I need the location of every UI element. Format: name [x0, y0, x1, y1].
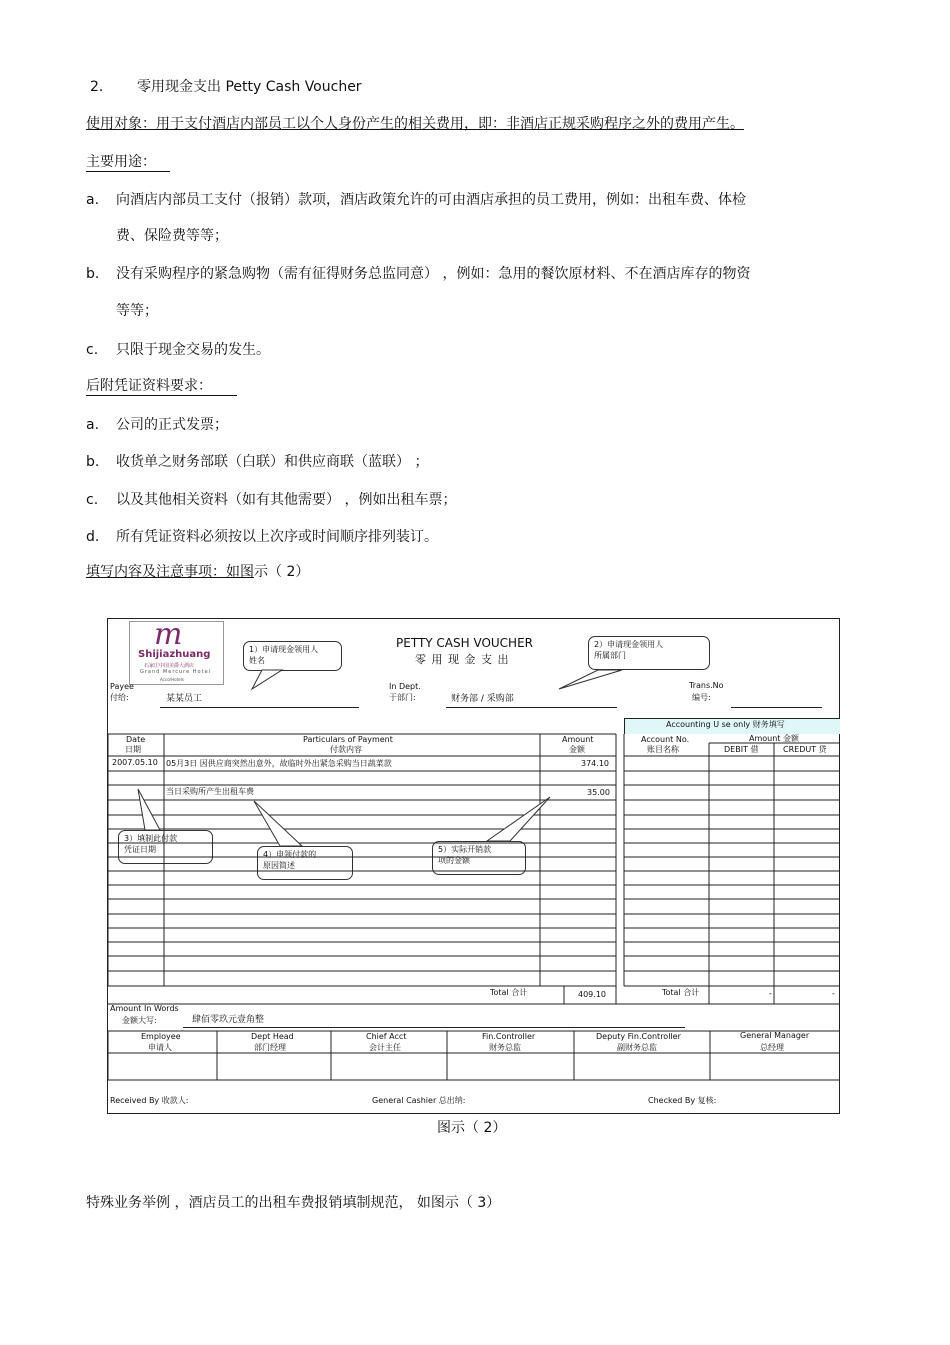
- logo-sub-cn: 石家庄中国美爵大酒店: [144, 663, 195, 669]
- callout-2-line1: 2）申请现金领用人: [594, 640, 664, 649]
- sign-employee-en: Employee: [141, 1032, 181, 1041]
- logo-m-icon: m: [154, 617, 183, 652]
- row1-particulars[interactable]: 05月3日 因供应商突然出意外，故临时外出紧急采购当日蔬菜款: [166, 759, 392, 768]
- col-particulars-en: Particulars of Payment: [303, 735, 393, 744]
- col-credit: CREDUT 贷: [783, 745, 827, 754]
- received-by: Received By 收款人:: [110, 1096, 189, 1105]
- main-use-item-a-cont: 费、保险费等等；: [116, 228, 228, 244]
- main-use-item-b-cont: 等等；: [116, 303, 158, 319]
- callout-4-tail: [254, 801, 302, 846]
- special-case-line: 特殊业务举例 ，酒店员工的出租车费报销填制规范， 如图示（ 3）: [86, 1195, 501, 1211]
- callout-1-line1: 1）申请现金领用人: [249, 645, 319, 654]
- words-label-cn: 金额大写:: [122, 1016, 157, 1025]
- sign-fincontroller-en: Fin.Controller: [482, 1032, 536, 1041]
- general-cashier: General Cashier 总出纳:: [372, 1096, 466, 1105]
- sign-depthead-cn: 部门经理: [254, 1043, 286, 1052]
- main-use-title: 主要用途：: [86, 154, 156, 170]
- sign-depthead-en: Dept Head: [251, 1032, 294, 1041]
- dept-label-en: In Dept.: [389, 682, 421, 691]
- att-label-b: b.: [86, 454, 100, 470]
- callout-1-line2: 姓名: [249, 656, 265, 665]
- col-account-en: Account No.: [641, 735, 690, 744]
- payee-label-en: Payee: [110, 682, 134, 691]
- callout-3-line1: 3）填制此付款: [124, 834, 178, 843]
- sign-fincontroller-cn: 财务总监: [489, 1043, 521, 1052]
- trans-label-en: Trans.No: [689, 681, 724, 690]
- col-amount-cn: 金额: [569, 745, 585, 754]
- logo-text: Shijiazhuang: [138, 649, 211, 660]
- callout-3-line2: 凭证日期: [124, 845, 156, 854]
- sign-chiefacct-en: Chief Acct: [366, 1032, 407, 1041]
- att-label-c: c.: [86, 492, 99, 508]
- main-use-item-a: 向酒店内部员工支付（报销）款项，酒店政策允许的可由酒店承担的员工费用，例如：出租车费、体检: [116, 192, 746, 208]
- usage-paragraph: 使用对象：用于支付酒店内部员工以个人身份产生的相关费用，即：非酒店正规采购程序之外的费用产生。: [86, 116, 744, 132]
- accounting-only-label: Accounting U se only 财务填写: [666, 720, 785, 729]
- row2-particulars[interactable]: 当日采购所产生出租车费: [166, 787, 254, 796]
- callout-4-line1: 4）申领付款的: [263, 850, 317, 859]
- trans-label-cn: 编号:: [692, 693, 711, 702]
- credit-total: -: [832, 989, 835, 998]
- row1-date[interactable]: 2007.05.10: [112, 758, 158, 767]
- col-debit: DEBIT 借: [724, 745, 759, 754]
- figure-caption: 图示（ 2）: [437, 1120, 507, 1136]
- col-date-cn: 日期: [125, 745, 141, 754]
- debit-total: -: [769, 989, 772, 998]
- list-label-a: a.: [86, 192, 100, 208]
- sign-deputy-en: Deputy Fin.Controller: [596, 1032, 681, 1041]
- attach-item-b: 收货单之财务部联（白联）和供应商联（蓝联） ；: [116, 454, 429, 470]
- att-label-d: d.: [86, 529, 100, 545]
- attach-title: 后附凭证资料要求：: [86, 378, 212, 394]
- list-label-b: b.: [86, 266, 100, 282]
- voucher-title-en: PETTY CASH VOUCHER: [396, 636, 534, 650]
- section-number: 2．: [90, 79, 113, 95]
- payee-label-cn: 付给:: [110, 693, 129, 702]
- voucher-title-cn: 零 用 现 金 支 出: [415, 653, 510, 666]
- callout-tails: [138, 670, 622, 846]
- sign-chiefacct-cn: 会计主任: [369, 1043, 401, 1052]
- callout-5-line1: 5）实际开销款: [438, 845, 492, 854]
- callout-2-line2: 所属部门: [594, 651, 626, 660]
- callout-1-tail: [252, 670, 282, 689]
- callout-5-line2: 项的金额: [438, 856, 470, 865]
- logo-sub-brand: AccorHotels: [160, 677, 184, 682]
- main-use-item-b: 没有采购程序的紧急购物（需有征得财务总监同意） ，例如：急用的餐饮原材料、不在酒店库存的物资: [116, 266, 751, 282]
- checked-by: Checked By 复核:: [648, 1096, 717, 1105]
- fill-title: 填写内容及注意事项：如图: [86, 564, 254, 580]
- col-account-cn: 账目名称: [647, 745, 679, 754]
- callout-5-tail: [487, 797, 550, 841]
- col-date-en: Date: [126, 735, 146, 744]
- attach-item-c: 以及其他相关资料（如有其他需要） ，例如出租车票；: [116, 492, 457, 508]
- sign-gm-cn: 总经理: [760, 1043, 784, 1052]
- sign-gm-en: General Manager: [740, 1031, 810, 1040]
- callout-4-line2: 原因简述: [263, 861, 295, 870]
- dept-value[interactable]: 财务部 / 采购部: [451, 694, 514, 704]
- sign-deputy-cn: 副财务总监: [617, 1043, 657, 1052]
- attach-item-d: 所有凭证资料必须按以上次序或时间顺序排列装订。: [116, 529, 438, 545]
- row2-amount[interactable]: 35.00: [587, 788, 610, 797]
- dept-label-cn: 于部门:: [389, 693, 416, 702]
- callout-2-tail: [559, 670, 622, 689]
- list-label-c: c.: [86, 342, 99, 358]
- payee-value[interactable]: 某某员工: [166, 694, 203, 704]
- attach-item-a: 公司的正式发票；: [116, 417, 228, 433]
- sign-employee-cn: 申请人: [148, 1043, 172, 1052]
- col-amount2: Amount 金额: [749, 734, 799, 743]
- main-use-item-c: 只限于现金交易的发生。: [116, 342, 270, 358]
- total2-label: Total 合计: [662, 988, 700, 997]
- col-amount-en: Amount: [562, 735, 594, 744]
- col-particulars-cn: 付款内容: [330, 745, 362, 754]
- total-label: Total 合计: [490, 988, 528, 997]
- row1-amount[interactable]: 374.10: [581, 759, 609, 768]
- words-label-en: Amount In Words: [110, 1004, 179, 1013]
- total-value: 409.10: [578, 990, 606, 999]
- words-value[interactable]: 肆佰零玖元壹角整: [192, 1015, 265, 1025]
- logo-sub-en: Grand Mercure Hotel: [140, 669, 212, 675]
- section-heading: 零用现金支出 Petty Cash Voucher: [137, 79, 362, 95]
- fill-title-tail: 示（ 2）: [254, 564, 310, 580]
- callout-3-tail: [138, 789, 160, 830]
- att-label-a: a.: [86, 417, 100, 433]
